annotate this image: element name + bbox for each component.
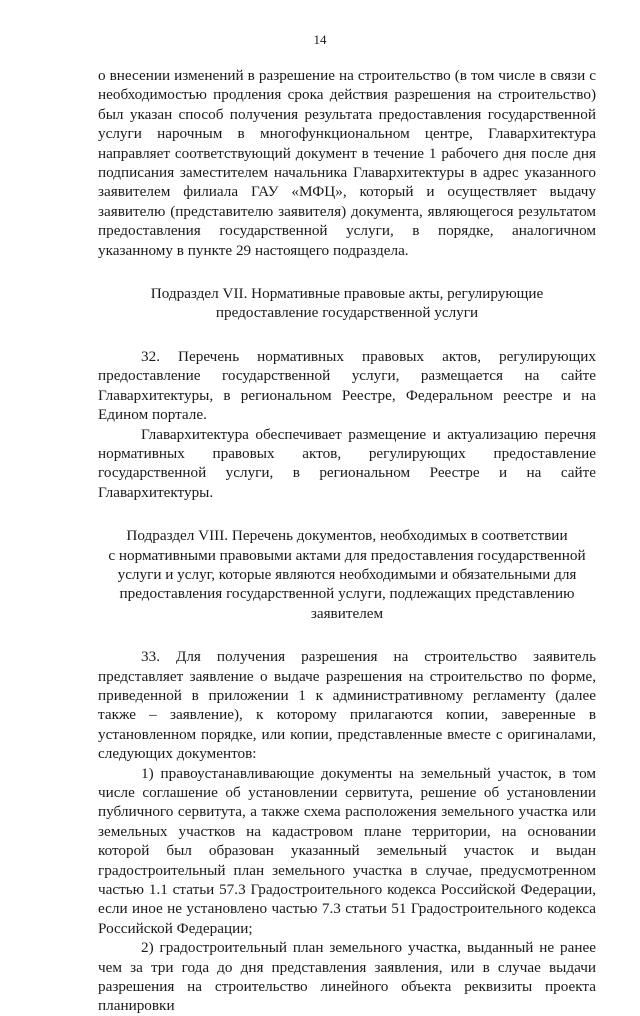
spacer <box>98 323 596 347</box>
paragraph-32-continued: Главархитектура обеспечивает размещение и актуализацию перечня нормативных правовых актов, регулирующих предоставление государственной услуги, в региональном Реестре и на сайте Главархитектуры. <box>98 425 596 501</box>
page-number: 14 <box>313 32 327 47</box>
spacer <box>98 623 596 647</box>
paragraph-33: 33. Для получения разрешения на строительство заявитель представляет заявление о выдаче разрешения на строительство по форме, приведенной в приложении 1 к административному регламенту (далее также – заявление), к которому прилагаются копии, заверенные в установленном порядке, или копии, представленные вместе с оригиналами, следующих документов: <box>98 648 596 763</box>
paragraph-32: 32. Перечень нормативных правовых актов, регулирующих предоставление государственной услуги, размещается на сайте Главархитектуры, в региональном Реестре, Федеральном реестре и на Едином портале. <box>98 347 596 424</box>
paragraph-continuation: о внесении изменений в разрешение на строительство (в том числе в связи с необходимостью продления срока действия разрешения на строительство) был указан способ получения результата предоставления государственной услуги нарочным в многофункциональном центре, Главархитектура направляет соответствующий документ в течение 1 рабочего дня после дня подписания заместителем начальника Главархитектуры в адрес указанного заявителем филиала ГАУ «МФЦ», который и осуществляет выдачу заявителю (представителю заявителя) документа, являющегося результатом предоставления государственной услуги, в порядке, аналогичном указанному в пункте 29 настоящего подраздела. <box>98 67 596 259</box>
spacer <box>98 502 596 526</box>
heading-line: Подраздел VIII. Перечень документов, необходимых в соответствии <box>126 527 568 545</box>
heading-line: с нормативными правовыми актами для предоставления государственной <box>108 546 586 564</box>
list-item-1: 1) правоустанавливающие документы на земельный участок, в том числе соглашение об установлении сервитута, решение об установлении публичного сервитута, а также схема расположения земельного участка или земельных участков на кадастровом плане территории, на основании которой был образован указанный земельный участок и выдан градостроительный план земельного участка в случае, предусмотренном частью 1.1 статьи 57.3 Градостроительного кодекса Российской Федерации, если иное не установлено частью 7.3 статьи 51 Градостроительного кодекса Российской Федерации; <box>98 764 596 937</box>
subsection-vii-heading <box>98 284 596 323</box>
heading-line: Подраздел VII. Нормативные правовые акты, регулирующие <box>150 285 544 303</box>
list-item-2: 2) градостроительный план земельного участка, выданный не ранее чем за три года до дня представления заявления, или в случае выдачи разрешения на строительство линейного объекта реквизиты проекта планировки <box>98 939 596 1015</box>
subsection-viii-heading <box>98 526 596 623</box>
heading-line: заявителем <box>310 604 384 622</box>
heading-line: предоставление государственной услуги <box>215 304 479 322</box>
document-body <box>98 66 596 1016</box>
heading-line: услуги и услуг, которые являются необходимыми и обязательными для <box>117 565 577 583</box>
heading-line: предоставления государственной услуги, подлежащих представлению <box>119 585 575 603</box>
spacer <box>98 260 596 284</box>
